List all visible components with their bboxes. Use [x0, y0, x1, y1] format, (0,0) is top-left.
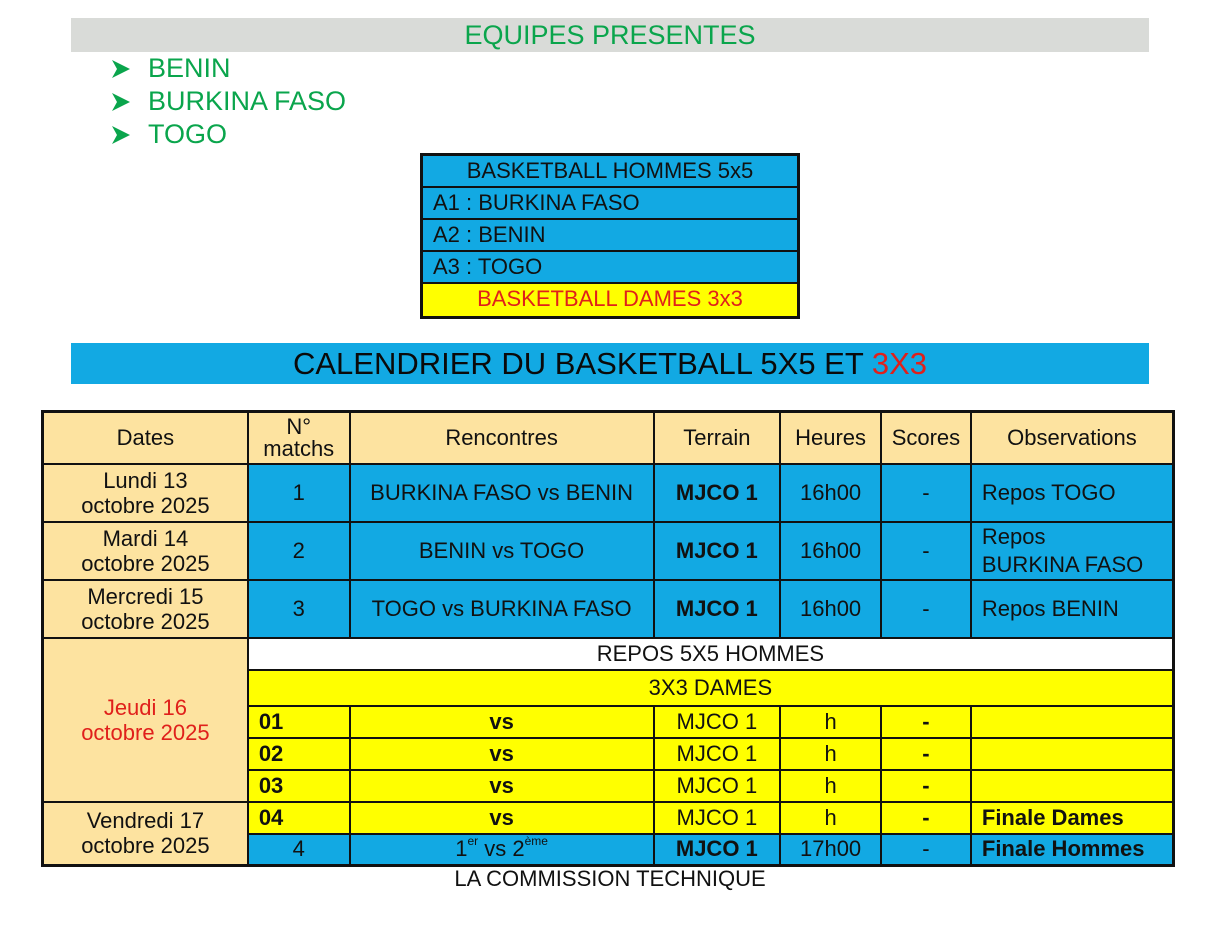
score: -	[881, 834, 971, 866]
score: -	[881, 522, 971, 580]
groups-legend	[420, 153, 800, 319]
match-number: 01	[248, 706, 350, 738]
header-terrain: Terrain	[654, 412, 781, 464]
match-teams: vs	[350, 738, 654, 770]
date-cell-jeudi: Jeudi 16 octobre 2025	[43, 638, 248, 802]
header-rencontres: Rencontres	[350, 412, 654, 464]
score: -	[881, 464, 971, 522]
heure: h	[780, 738, 881, 770]
teams-list	[110, 52, 346, 151]
repos-row	[43, 638, 1174, 670]
match-teams: BENIN vs TOGO	[350, 522, 654, 580]
arrow-bullet-icon	[110, 58, 148, 80]
team-item	[110, 85, 346, 118]
heure: 16h00	[780, 464, 881, 522]
match-teams: vs	[350, 706, 654, 738]
teams-header: EQUIPES PRESENTES	[71, 18, 1149, 52]
team-name: BENIN	[148, 53, 231, 83]
heure: 16h00	[780, 522, 881, 580]
observation: Finale Hommes	[971, 834, 1174, 866]
score: -	[881, 738, 971, 770]
team-name: BURKINA FASO	[148, 86, 347, 116]
team-item	[110, 118, 346, 151]
table-row	[43, 802, 1174, 834]
legend-item: A1 : BURKINA FASO	[423, 188, 797, 220]
heure: h	[780, 706, 881, 738]
match-number: 2	[248, 522, 350, 580]
header-heures: Heures	[780, 412, 881, 464]
legend-title: BASKETBALL HOMMES 5x5	[423, 156, 797, 188]
table-header-row	[43, 412, 1174, 464]
match-number: 04	[248, 802, 350, 834]
terrain: MJCO 1	[654, 464, 781, 522]
date-cell: Mardi 14 octobre 2025	[43, 522, 248, 580]
match-number: 1	[248, 464, 350, 522]
table-row	[43, 522, 1174, 580]
footer-signature: LA COMMISSION TECHNIQUE	[454, 866, 766, 891]
score: -	[881, 770, 971, 802]
score: -	[881, 580, 971, 638]
match-teams: vs	[350, 770, 654, 802]
observation: Repos TOGO	[971, 464, 1174, 522]
score: -	[881, 706, 971, 738]
terrain: MJCO 1	[654, 834, 781, 866]
arrow-bullet-icon	[110, 91, 148, 113]
match-teams: TOGO vs BURKINA FASO	[350, 580, 654, 638]
heure: 17h00	[780, 834, 881, 866]
observation	[971, 770, 1174, 802]
terrain: MJCO 1	[654, 802, 781, 834]
match-number: 3	[248, 580, 350, 638]
observation: Repos BURKINA FASO	[971, 522, 1174, 580]
match-teams: vs	[350, 802, 654, 834]
match-teams: BURKINA FASO vs BENIN	[350, 464, 654, 522]
match-number: 4	[248, 834, 350, 866]
team-name: TOGO	[148, 119, 228, 149]
observation	[971, 706, 1174, 738]
dames-title: 3X3 DAMES	[248, 670, 1174, 706]
heure: h	[780, 802, 881, 834]
header-observations: Observations	[971, 412, 1174, 464]
legend-item: A3 : TOGO	[423, 252, 797, 284]
date-cell-vendredi: Vendredi 17 octobre 2025	[43, 802, 248, 866]
terrain: MJCO 1	[654, 580, 781, 638]
match-number: 03	[248, 770, 350, 802]
calendar-title-red: 3X3	[871, 346, 928, 381]
table-row	[43, 464, 1174, 522]
calendar-title	[71, 343, 1149, 384]
observation: Repos BENIN	[971, 580, 1174, 638]
terrain: MJCO 1	[654, 706, 781, 738]
terrain: MJCO 1	[654, 770, 781, 802]
match-number: 02	[248, 738, 350, 770]
team-item	[110, 52, 346, 85]
arrow-bullet-icon	[110, 124, 148, 146]
header-matchs: N° matchs	[248, 412, 350, 464]
legend-item: A2 : BENIN	[423, 220, 797, 252]
observation	[971, 738, 1174, 770]
terrain: MJCO 1	[654, 738, 781, 770]
heure: 16h00	[780, 580, 881, 638]
terrain: MJCO 1	[654, 522, 781, 580]
observation: Finale Dames	[971, 802, 1174, 834]
match-teams: 1er vs 2ème	[350, 834, 654, 866]
date-cell: Mercredi 15 octobre 2025	[43, 580, 248, 638]
legend-dames: BASKETBALL DAMES 3x3	[423, 284, 797, 316]
table-row	[43, 580, 1174, 638]
header-scores: Scores	[881, 412, 971, 464]
calendar-title-main: CALENDRIER DU BASKETBALL 5X5 ET	[292, 346, 872, 381]
heure: h	[780, 770, 881, 802]
schedule-table	[41, 410, 1175, 867]
score: -	[881, 802, 971, 834]
repos-label: REPOS 5X5 HOMMES	[248, 638, 1174, 670]
date-cell: Lundi 13 octobre 2025	[43, 464, 248, 522]
header-dates: Dates	[43, 412, 248, 464]
